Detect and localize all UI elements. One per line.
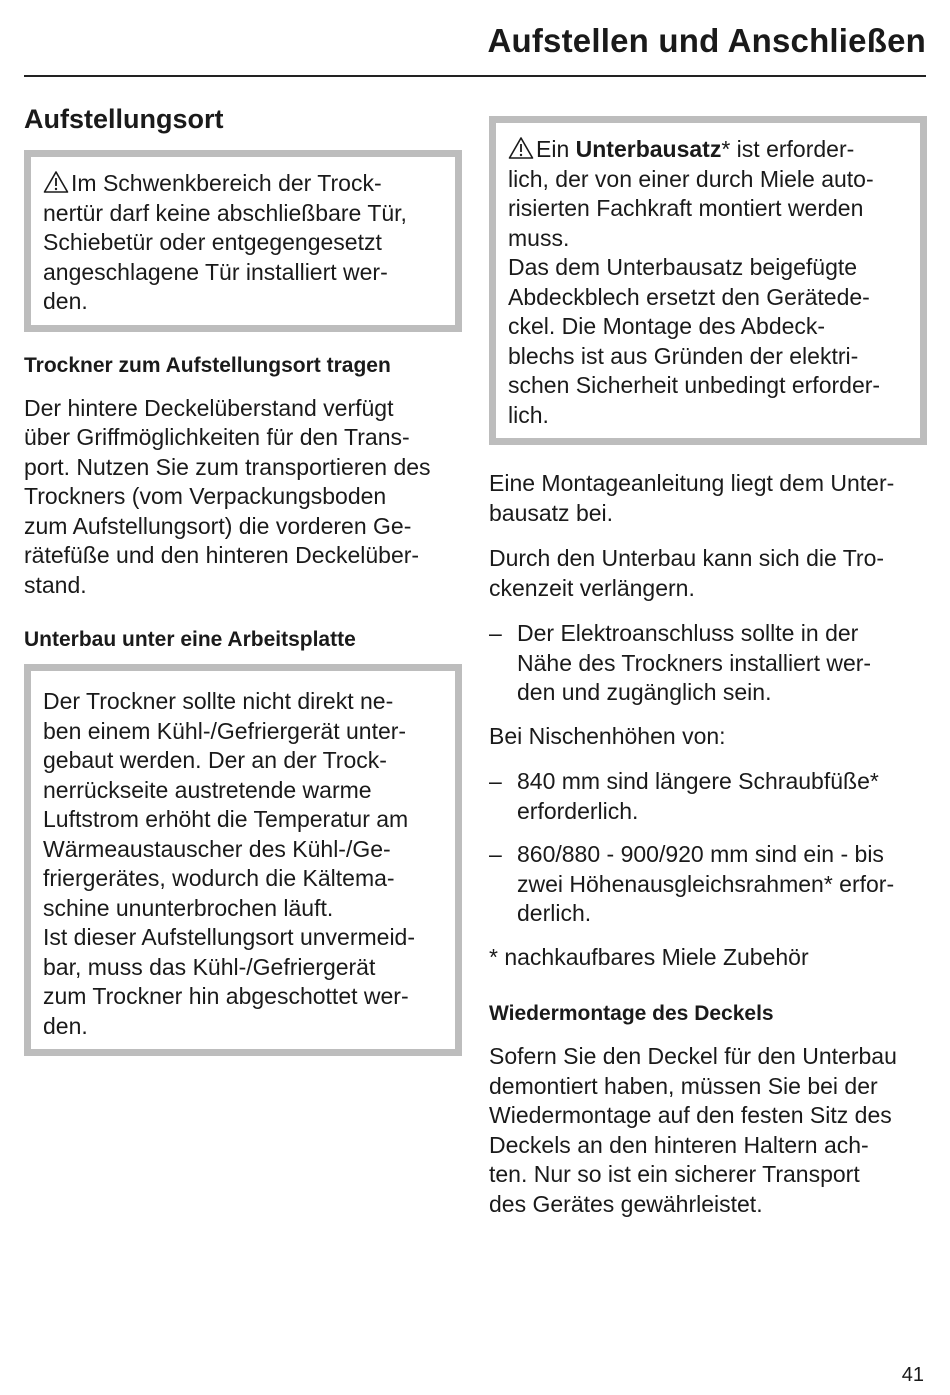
warning-triangle-icon [508, 136, 534, 160]
warn2-pre: Ein [536, 136, 576, 162]
wiedermontage-paragraph: Sofern Sie den Deckel für den Unterbau demontiert haben, müssen Sie bei der Wiedermontage auf den festen Sitz des Deckels an den hinteren Haltern ach- ten. Nur so ist ein sicherer Transport des Gerätes gewährleistet. [489, 1043, 897, 1217]
list-item [489, 619, 927, 708]
bullet-840mm: 840 mm sind längere Schraubfüße* erforderlich. [517, 768, 879, 824]
section-title: Aufstellungsort [24, 104, 224, 134]
unterbau-box-text: Der Trockner sollte nicht direkt ne- ben einem Kühl-/Gefriergerät unter- gebaut werden. Der an der Trock- nerrückseite austretende warme Luftstrom erhöht die Temperatur am Wärmeaustauscher des Kühl-/Ge- friergerätes, wodurch die Kältema- schine ununterbrochen läuft. Ist dieser Aufstellungsort unvermeid- bar, muss das Kühl-/Gefriergerät zum Trockner hin abgeschottet wer- den. [43, 688, 416, 1039]
right-column [489, 116, 927, 1235]
bullet-elektroanschluss: Der Elektroanschluss sollte in der Nähe des Trockners installiert wer- den und zugänglich sein. [517, 620, 872, 705]
warning-box-swing-area [24, 150, 462, 332]
dash-bullet: – [489, 841, 502, 867]
transport-paragraph: Der hintere Deckelüberstand verfügt über Griffmöglichkeiten für den Trans- port. Nutzen Sie zum transportieren des Trockners (vom Verpackungsboden zum Aufstellungsort) die vorderen Ge- rätefüße und den hinteren Deckelüber- stand. [24, 394, 431, 598]
warning-text-swing-area: Im Schwenkbereich der Trock- nertür darf keine abschließbare Tür, Schiebetür oder entgegengesetzt angeschlagene Tür installiert wer- den. [43, 170, 407, 314]
dash-bullet: – [489, 768, 502, 794]
heading-transport: Trockner zum Aufstellungsort tragen [24, 353, 391, 377]
page-number: 41 [901, 1364, 924, 1386]
bullet-860mm: 860/880 - 900/920 mm sind ein - bis zwei Höhenausgleichsrahmen* erfor- derlich. [517, 841, 895, 926]
page-title: Aufstellen und Anschließen [487, 22, 926, 59]
dash-bullet: – [489, 620, 502, 646]
header-rule [24, 75, 926, 77]
warn2-post: * ist erforder- lich, der von einer durch Miele auto- risierten Fachkraft montiert werden muss. Das dem Unterbausatz beigefügte Abdeckblech ersetzt den Gerätede- ckel. Die Montage des Abdeck- blechs ist aus Gründen der elektri- schen Sicherheit unbedingt erforder- lich. [508, 136, 881, 428]
list-item [489, 840, 927, 929]
nischen-paragraph: Bei Nischenhöhen von: [489, 722, 726, 749]
left-column [24, 102, 462, 1056]
montage-paragraph: Eine Montageanleitung liegt dem Unter- bausatz bei. [489, 470, 895, 526]
warn2-bold-unterbausatz: Unterbausatz [575, 136, 722, 162]
warning-triangle-icon [43, 170, 69, 194]
heading-wiedermontage: Wiedermontage des Deckels [489, 1002, 774, 1025]
warning-box-unterbausatz [489, 116, 927, 445]
trockenzeit-paragraph: Durch den Unterbau kann sich die Tro- ckenzeit verlängern. [489, 545, 885, 601]
list-item [489, 767, 927, 826]
zubehoer-note: * nachkaufbares Miele Zubehör [489, 943, 809, 970]
info-box-unterbau [24, 664, 462, 1056]
heading-unterbau: Unterbau unter eine Arbeitsplatte [24, 628, 356, 651]
